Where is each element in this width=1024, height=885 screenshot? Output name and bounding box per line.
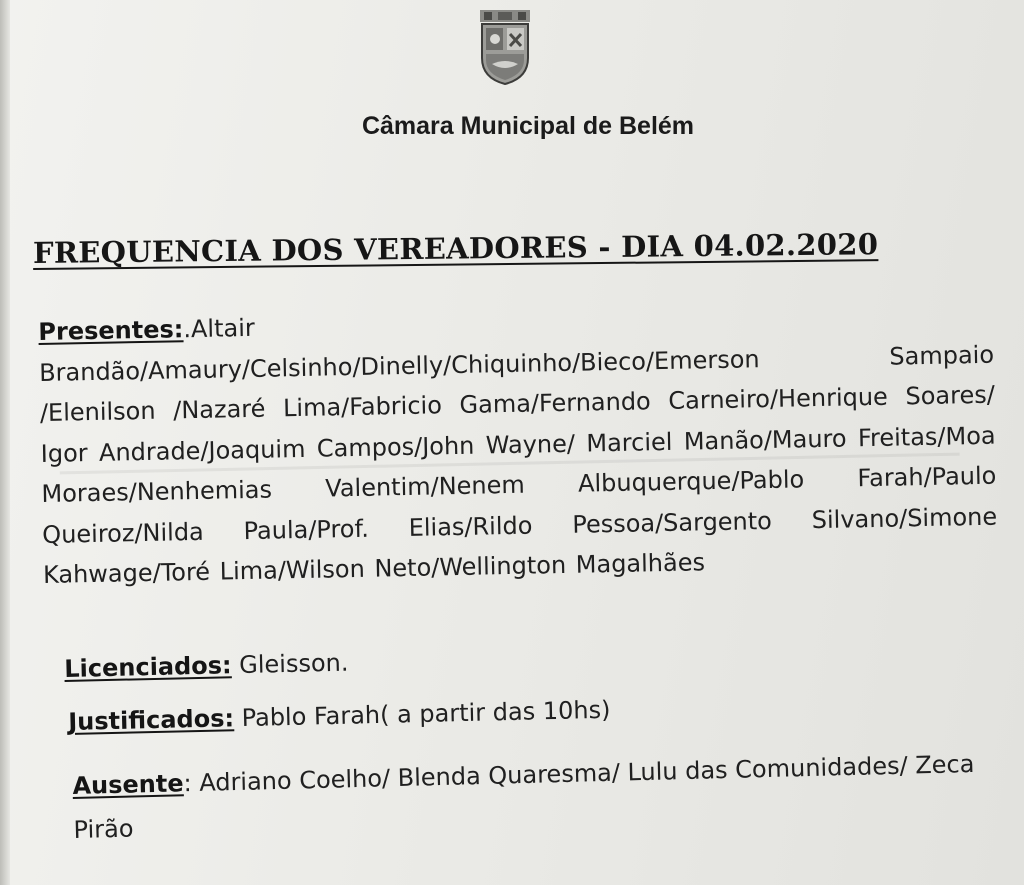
document-title: FREQUENCIA DOS VEREADORES - DIA 04.02.2020 bbox=[32, 227, 879, 270]
justificados-section bbox=[68, 696, 611, 736]
chamber-name: Câmara Municipal de Belém bbox=[361, 112, 695, 140]
licenciados-section bbox=[64, 649, 349, 683]
ausente-value: : Adriano Coelho/ Blenda Quaresma/ Lulu das Comunidades/ Zeca Pirão bbox=[73, 749, 975, 844]
ausente-label: Ausente bbox=[72, 769, 184, 800]
justificados-value: Pablo Farah( a partir das 10hs) bbox=[233, 695, 611, 733]
belem-coat-of-arms-icon bbox=[478, 8, 532, 86]
justificados-label: Justificados: bbox=[68, 704, 235, 736]
ausente-section bbox=[72, 741, 1009, 852]
presentes-names: Brandão/Amaury/Celsinho/Dinelly/Chiquinho/Bieco/Emerson Sampaio /Elenilson /Nazaré Lima/Fabricio Gama/Fernando Carneiro/Henrique Soares/ Igor Andrade/Joaquim Campos/John Wayne/ Marciel Manão/Mauro Freitas/Moa Moraes/Nenhemias Valentim/Nenem Albuquerque/Pablo Farah/Paulo Queiroz/Nilda Paula/Prof. Elias/Rildo Pessoa/Sargento Silvano/Simone Kahwage/Toré Lima/Wilson Neto/Wellington Magalhães bbox=[38, 340, 998, 589]
licenciados-label: Licenciados: bbox=[64, 651, 232, 683]
presentes-lead-name: .Altair bbox=[183, 313, 255, 344]
presentes-section bbox=[38, 294, 998, 596]
presentes-label: Presentes: bbox=[38, 315, 184, 346]
licenciados-value: Gleisson. bbox=[231, 648, 349, 680]
